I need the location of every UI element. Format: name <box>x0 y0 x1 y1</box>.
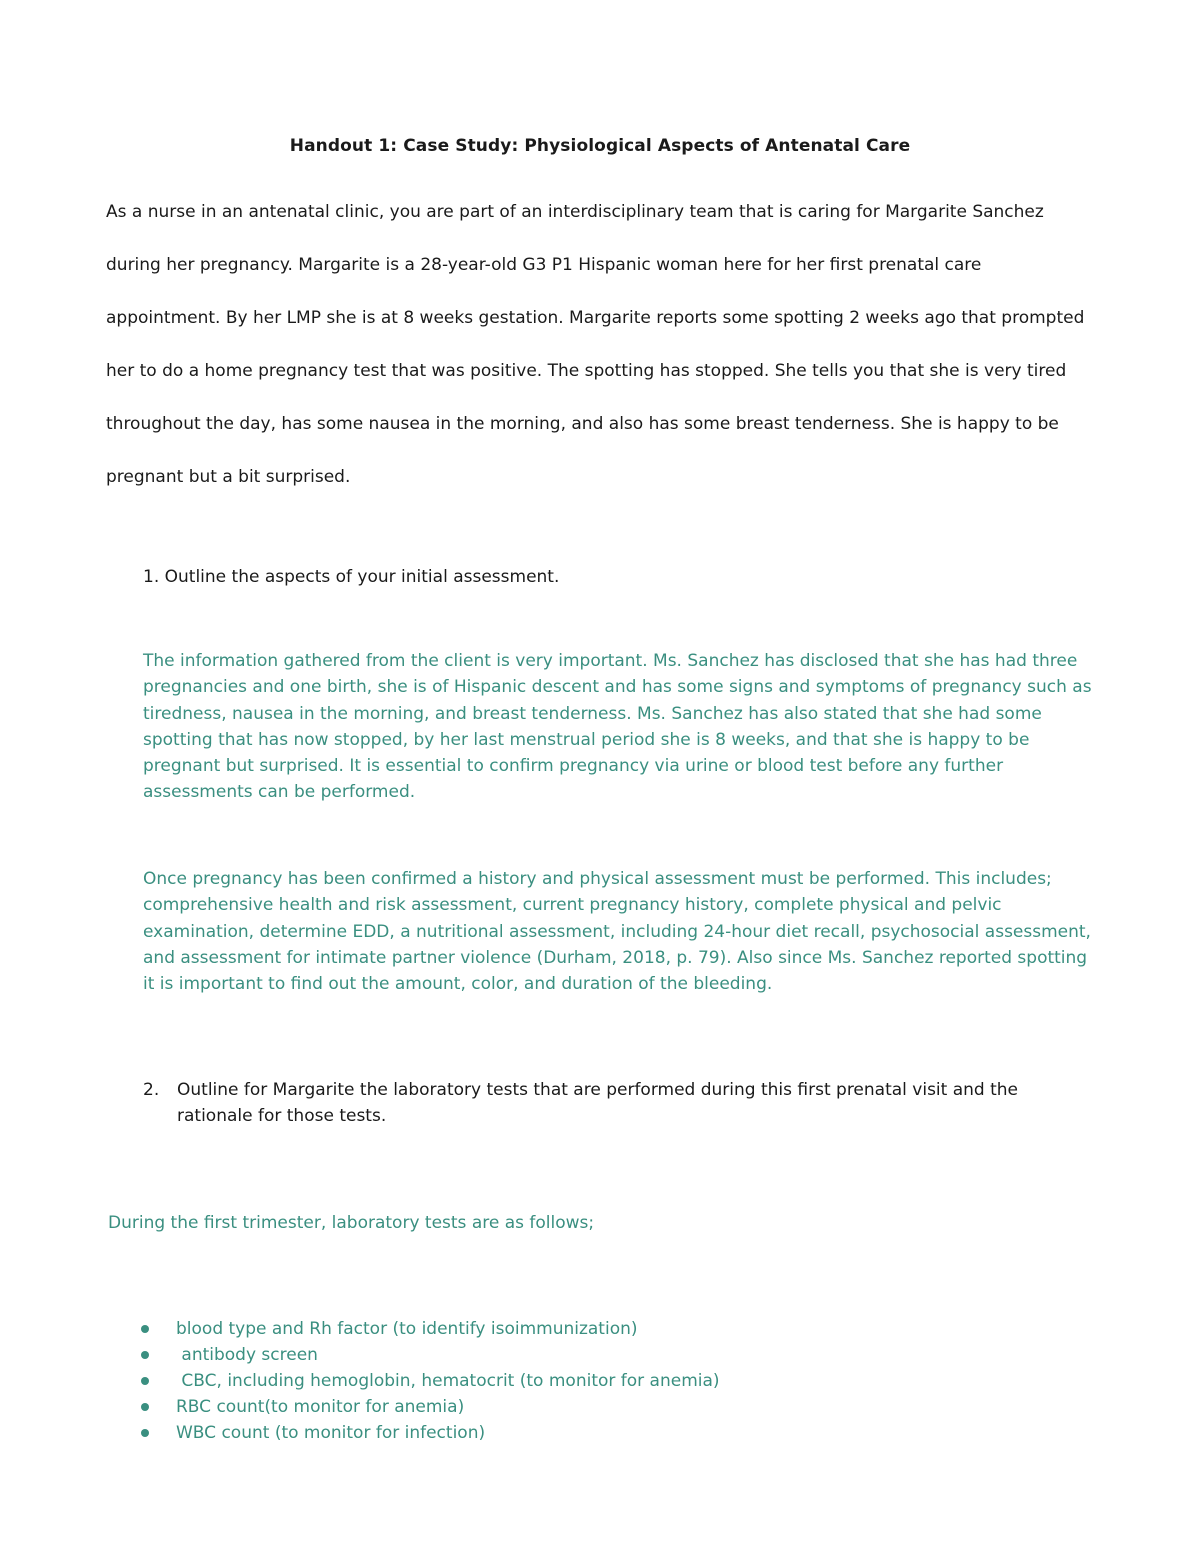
list-item <box>140 1316 720 1342</box>
lab-test-label: antibody screen <box>176 1345 318 1365</box>
question-2-line-2: rationale for those tests. <box>177 1106 387 1126</box>
answer-1-paragraph-1: The information gathered from the client is very important. Ms. Sanchez has disclosed that she has had three pregnancies and one birth, she is of Hispanic descent and has some signs and symptoms of pregnancy such as tiredness, nausea in the morning, and breast tenderness. Ms. Sanchez has also stated that she had some spotting that has now stopped, by her last menstrual period she is 8 weeks, and that she is happy to be pregnant but surprised. It is essential to confirm pregnancy via urine or blood test before any further assessments can be performed. <box>143 651 1092 803</box>
bullet-icon <box>140 1324 150 1334</box>
lab-test-label: WBC count (to monitor for infection) <box>176 1423 486 1443</box>
question-1: 1. Outline the aspects of your initial assessment. <box>143 567 560 587</box>
list-item <box>140 1420 720 1446</box>
bullet-icon <box>140 1376 150 1386</box>
list-item <box>140 1368 720 1394</box>
lab-test-label: CBC, including hemoglobin, hematocrit (to monitor for anemia) <box>176 1371 720 1391</box>
bullet-icon <box>140 1402 150 1412</box>
lab-tests-list <box>140 1316 720 1446</box>
question-2-number: 2. <box>143 1080 160 1100</box>
question-2-line-1: Outline for Margarite the laboratory tests that are performed during this first prenatal visit and the <box>177 1080 1019 1100</box>
answer-1-paragraph-2: Once pregnancy has been confirmed a history and physical assessment must be performed. This includes; comprehensive health and risk assessment, current pregnancy history, complete physical and pelvic examination, determine EDD, a nutritional assessment, including 24-hour diet recall, psychosocial assessment, and assessment for intimate partner violence (Durham, 2018, p. 79). Also since Ms. Sanchez reported spotting it is important to find out the amount, color, and duration of the bleeding. <box>143 869 1091 995</box>
case-intro-paragraph: As a nurse in an antenatal clinic, you are part of an interdisciplinary team that is caring for Margarite Sanchez during her pregnancy. Margarite is a 28-year-old G3 P1 Hispanic woman here for her first prenatal care appointment. By her LMP she is at 8 weeks gestation. Margarite reports some spotting 2 weeks ago that prompted her to do a home pregnancy test that was positive. The spotting has stopped. She tells you that she is very tired throughout the day, has some nausea in the morning, and also has some breast tenderness. She is happy to be pregnant but a bit surprised. <box>106 202 1085 487</box>
lab-test-label: RBC count(to monitor for anemia) <box>176 1397 465 1417</box>
question-2 <box>143 1077 1043 1129</box>
list-item <box>140 1342 720 1368</box>
lab-test-label: blood type and Rh factor (to identify isoimmunization) <box>176 1319 638 1339</box>
document-title: Handout 1: Case Study: Physiological Aspects of Antenatal Care <box>289 136 911 156</box>
bullet-icon <box>140 1428 150 1438</box>
list-item <box>140 1394 720 1420</box>
bullet-icon <box>140 1350 150 1360</box>
answer-2-intro: During the first trimester, laboratory tests are as follows; <box>108 1213 595 1233</box>
